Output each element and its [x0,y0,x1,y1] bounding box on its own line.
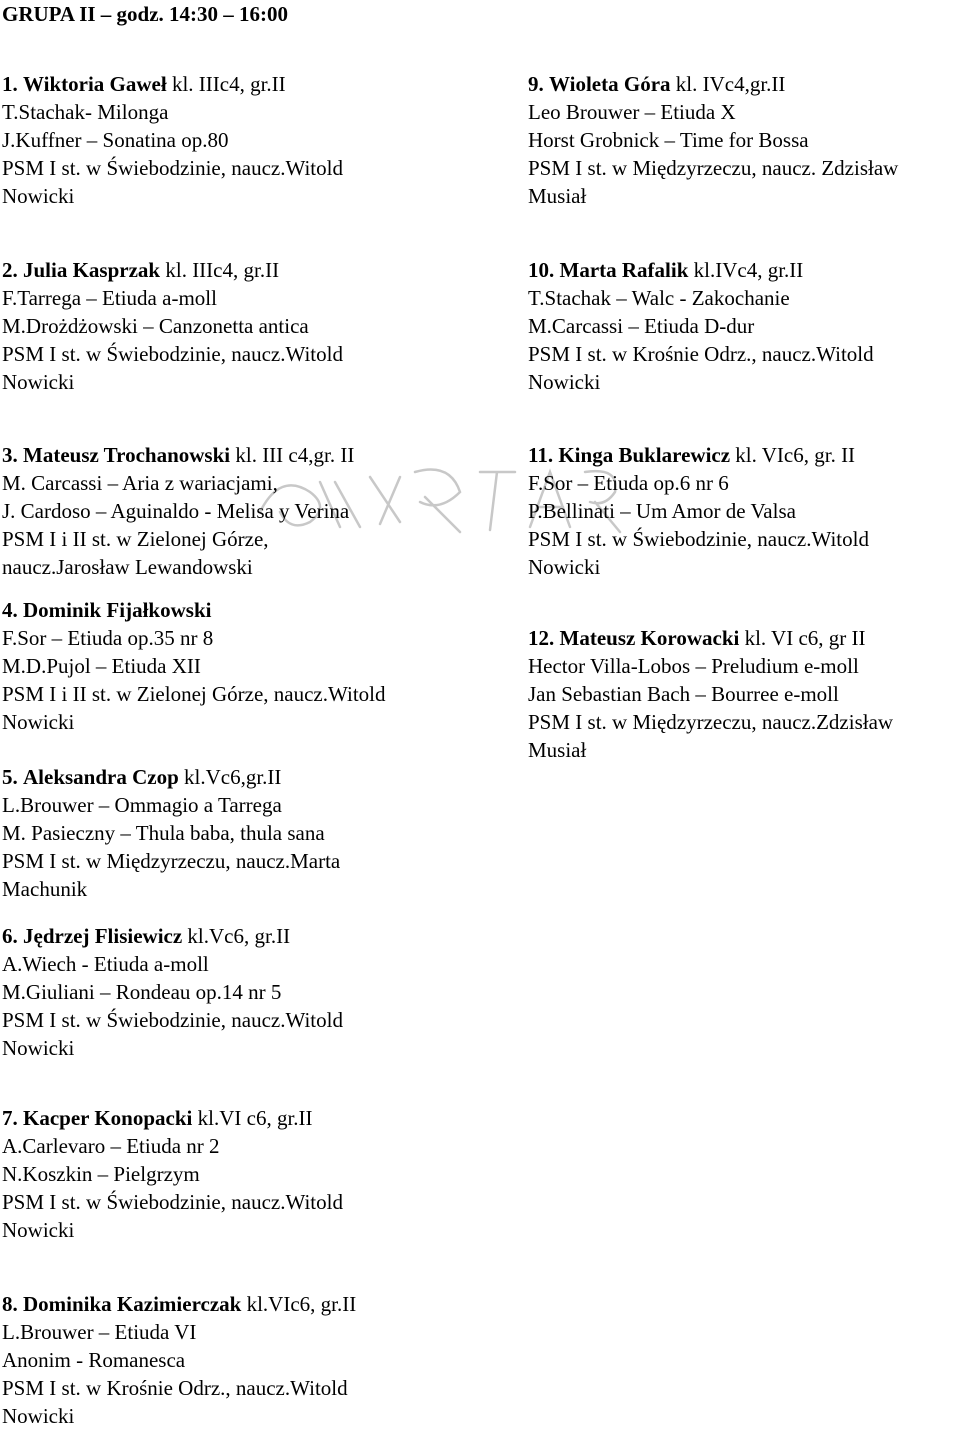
entry-line: T.Stachak- Milonga [2,100,169,124]
entry-line: A.Carlevaro – Etiuda nr 2 [2,1134,220,1158]
entry-line: A.Wiech - Etiuda a-moll [2,952,209,976]
list-item [2,70,343,210]
student-name: Kinga Buklarewicz [558,443,731,467]
student-name: Aleksandra Czop [23,765,179,789]
entry-line: PSM I st. w Świebodzinie, naucz.Witold [2,156,343,180]
entry-line: Nowicki [2,184,75,208]
class-info: kl. IIIc4, gr.II [166,72,286,96]
list-item [2,1104,343,1244]
entry-title [528,256,874,284]
entry-line: M. Carcassi – Aria z wariacjami, [2,471,278,495]
list-item [2,441,354,581]
student-name: Jędrzej Flisiewicz [23,924,183,948]
entry-line: PSM I st. w Świebodzinie, naucz.Witold [2,1008,343,1032]
list-item [528,441,869,581]
entry-line: M.Drożdżowski – Canzonetta antica [2,314,309,338]
class-info: kl. IVc4,gr.II [670,72,786,96]
entry-number: 1. [2,72,18,96]
list-item [2,596,386,736]
entry-line: M.Carcassi – Etiuda D-dur [528,314,755,338]
entry-title [2,1290,356,1318]
entry-number: 3. [2,443,18,467]
student-name: Wioleta Góra [549,72,671,96]
entry-title [2,256,343,284]
entry-number: 2. [2,258,18,282]
entry-line: Nowicki [2,1218,75,1242]
entry-line: M.D.Pujol – Etiuda XII [2,654,201,678]
student-name: Dominika Kazimierczak [23,1292,242,1316]
class-info: kl.VIc6, gr.II [241,1292,357,1316]
entry-line: F.Sor – Etiuda op.6 nr 6 [528,471,729,495]
entry-title [2,596,386,624]
student-name: Mateusz Trochanowski [23,443,231,467]
entry-line: PSM I st. w Krośnie Odrz., naucz.Witold [528,342,874,366]
entry-line: PSM I st. w Międzyrzeczu, naucz.Zdzisław [528,710,894,734]
class-info: kl.VI c6, gr.II [192,1106,313,1130]
entry-title [528,441,869,469]
class-info: kl. VIc6, gr. II [730,443,856,467]
entry-line: L.Brouwer – Etiuda VI [2,1320,197,1344]
entry-line: F.Sor – Etiuda op.35 nr 8 [2,626,214,650]
entry-line: J. Cardoso – Aguinaldo - Melisa y Verina [2,499,350,523]
entry-title [2,922,343,950]
entry-line: Nowicki [2,1036,75,1060]
entry-title [528,624,893,652]
entry-number: 5. [2,765,18,789]
list-item [2,922,343,1062]
student-name: Marta Rafalik [559,258,689,282]
entry-line: Nowicki [528,555,601,579]
entry-line: Musiał [528,738,587,762]
entry-line: Nowicki [2,710,75,734]
entry-title [2,763,340,791]
entry-line: naucz.Jarosław Lewandowski [2,555,253,579]
entry-line: M. Pasieczny – Thula baba, thula sana [2,821,325,845]
list-item [528,624,893,764]
entry-line: T.Stachak – Walc - Zakochanie [528,286,790,310]
entry-number: 11. [528,443,554,467]
list-item [2,256,343,396]
entry-number: 8. [2,1292,18,1316]
entry-title [2,1104,343,1132]
entry-line: Nowicki [2,370,75,394]
entry-line: Horst Grobnick – Time for Bossa [528,128,809,152]
entry-line: Musiał [528,184,587,208]
entry-number: 9. [528,72,544,96]
entry-number: 12. [528,626,555,650]
entry-number: 7. [2,1106,18,1130]
entry-line: PSM I st. w Międzyrzeczu, naucz.Marta [2,849,341,873]
student-name: Dominik Fijałkowski [23,598,212,622]
student-name: Kacper Konopacki [23,1106,193,1130]
class-info: kl.Vc6,gr.II [178,765,282,789]
entry-line: N.Koszkin – Pielgrzym [2,1162,200,1186]
entry-line: PSM I st. w Świebodzinie, naucz.Witold [2,342,343,366]
entry-line: PSM I i II st. w Zielonej Górze, naucz.Witold [2,682,386,706]
entry-number: 6. [2,924,18,948]
entry-line: L.Brouwer – Ommagio a Tarrega [2,793,282,817]
list-item [528,256,874,396]
student-name: Wiktoria Gaweł [23,72,167,96]
class-info: kl.Vc6, gr.II [182,924,291,948]
list-item [2,763,340,903]
student-name: Mateusz Korowacki [559,626,740,650]
entry-line: P.Bellinati – Um Amor de Valsa [528,499,796,523]
entry-number: 10. [528,258,555,282]
entry-line: J.Kuffner – Sonatina op.80 [2,128,229,152]
class-info: kl. III c4,gr. II [230,443,355,467]
entry-title [2,70,343,98]
entry-line: Nowicki [528,370,601,394]
entry-title [528,70,898,98]
entry-line: PSM I st. w Świebodzinie, naucz.Witold [528,527,869,551]
entry-title [2,441,354,469]
entry-line: PSM I i II st. w Zielonej Górze, [2,527,269,551]
entry-line: Nowicki [2,1404,75,1428]
entry-line: F.Tarrega – Etiuda a-moll [2,286,217,310]
student-name: Julia Kasprzak [23,258,161,282]
page-title: GRUPA II – godz. 14:30 – 16:00 [2,2,289,26]
entry-line: PSM I st. w Międzyrzeczu, naucz. Zdzisław [528,156,899,180]
class-info: kl. VI c6, gr II [739,626,866,650]
entry-line: M.Giuliani – Rondeau op.14 nr 5 [2,980,282,1004]
entry-line: Hector Villa-Lobos – Preludium e-moll [528,654,859,678]
list-item [2,1290,356,1430]
entry-line: PSM I st. w Świebodzinie, naucz.Witold [2,1190,343,1214]
entry-number: 4. [2,598,18,622]
entry-line: Leo Brouwer – Etiuda X [528,100,736,124]
entry-line: PSM I st. w Krośnie Odrz., naucz.Witold [2,1376,348,1400]
entry-line: Jan Sebastian Bach – Bourree e-moll [528,682,839,706]
class-info: kl.IVc4, gr.II [688,258,804,282]
class-info: kl. IIIc4, gr.II [160,258,280,282]
entry-line: Machunik [2,877,88,901]
entry-line: Anonim - Romanesca [2,1348,186,1372]
list-item [528,70,898,210]
